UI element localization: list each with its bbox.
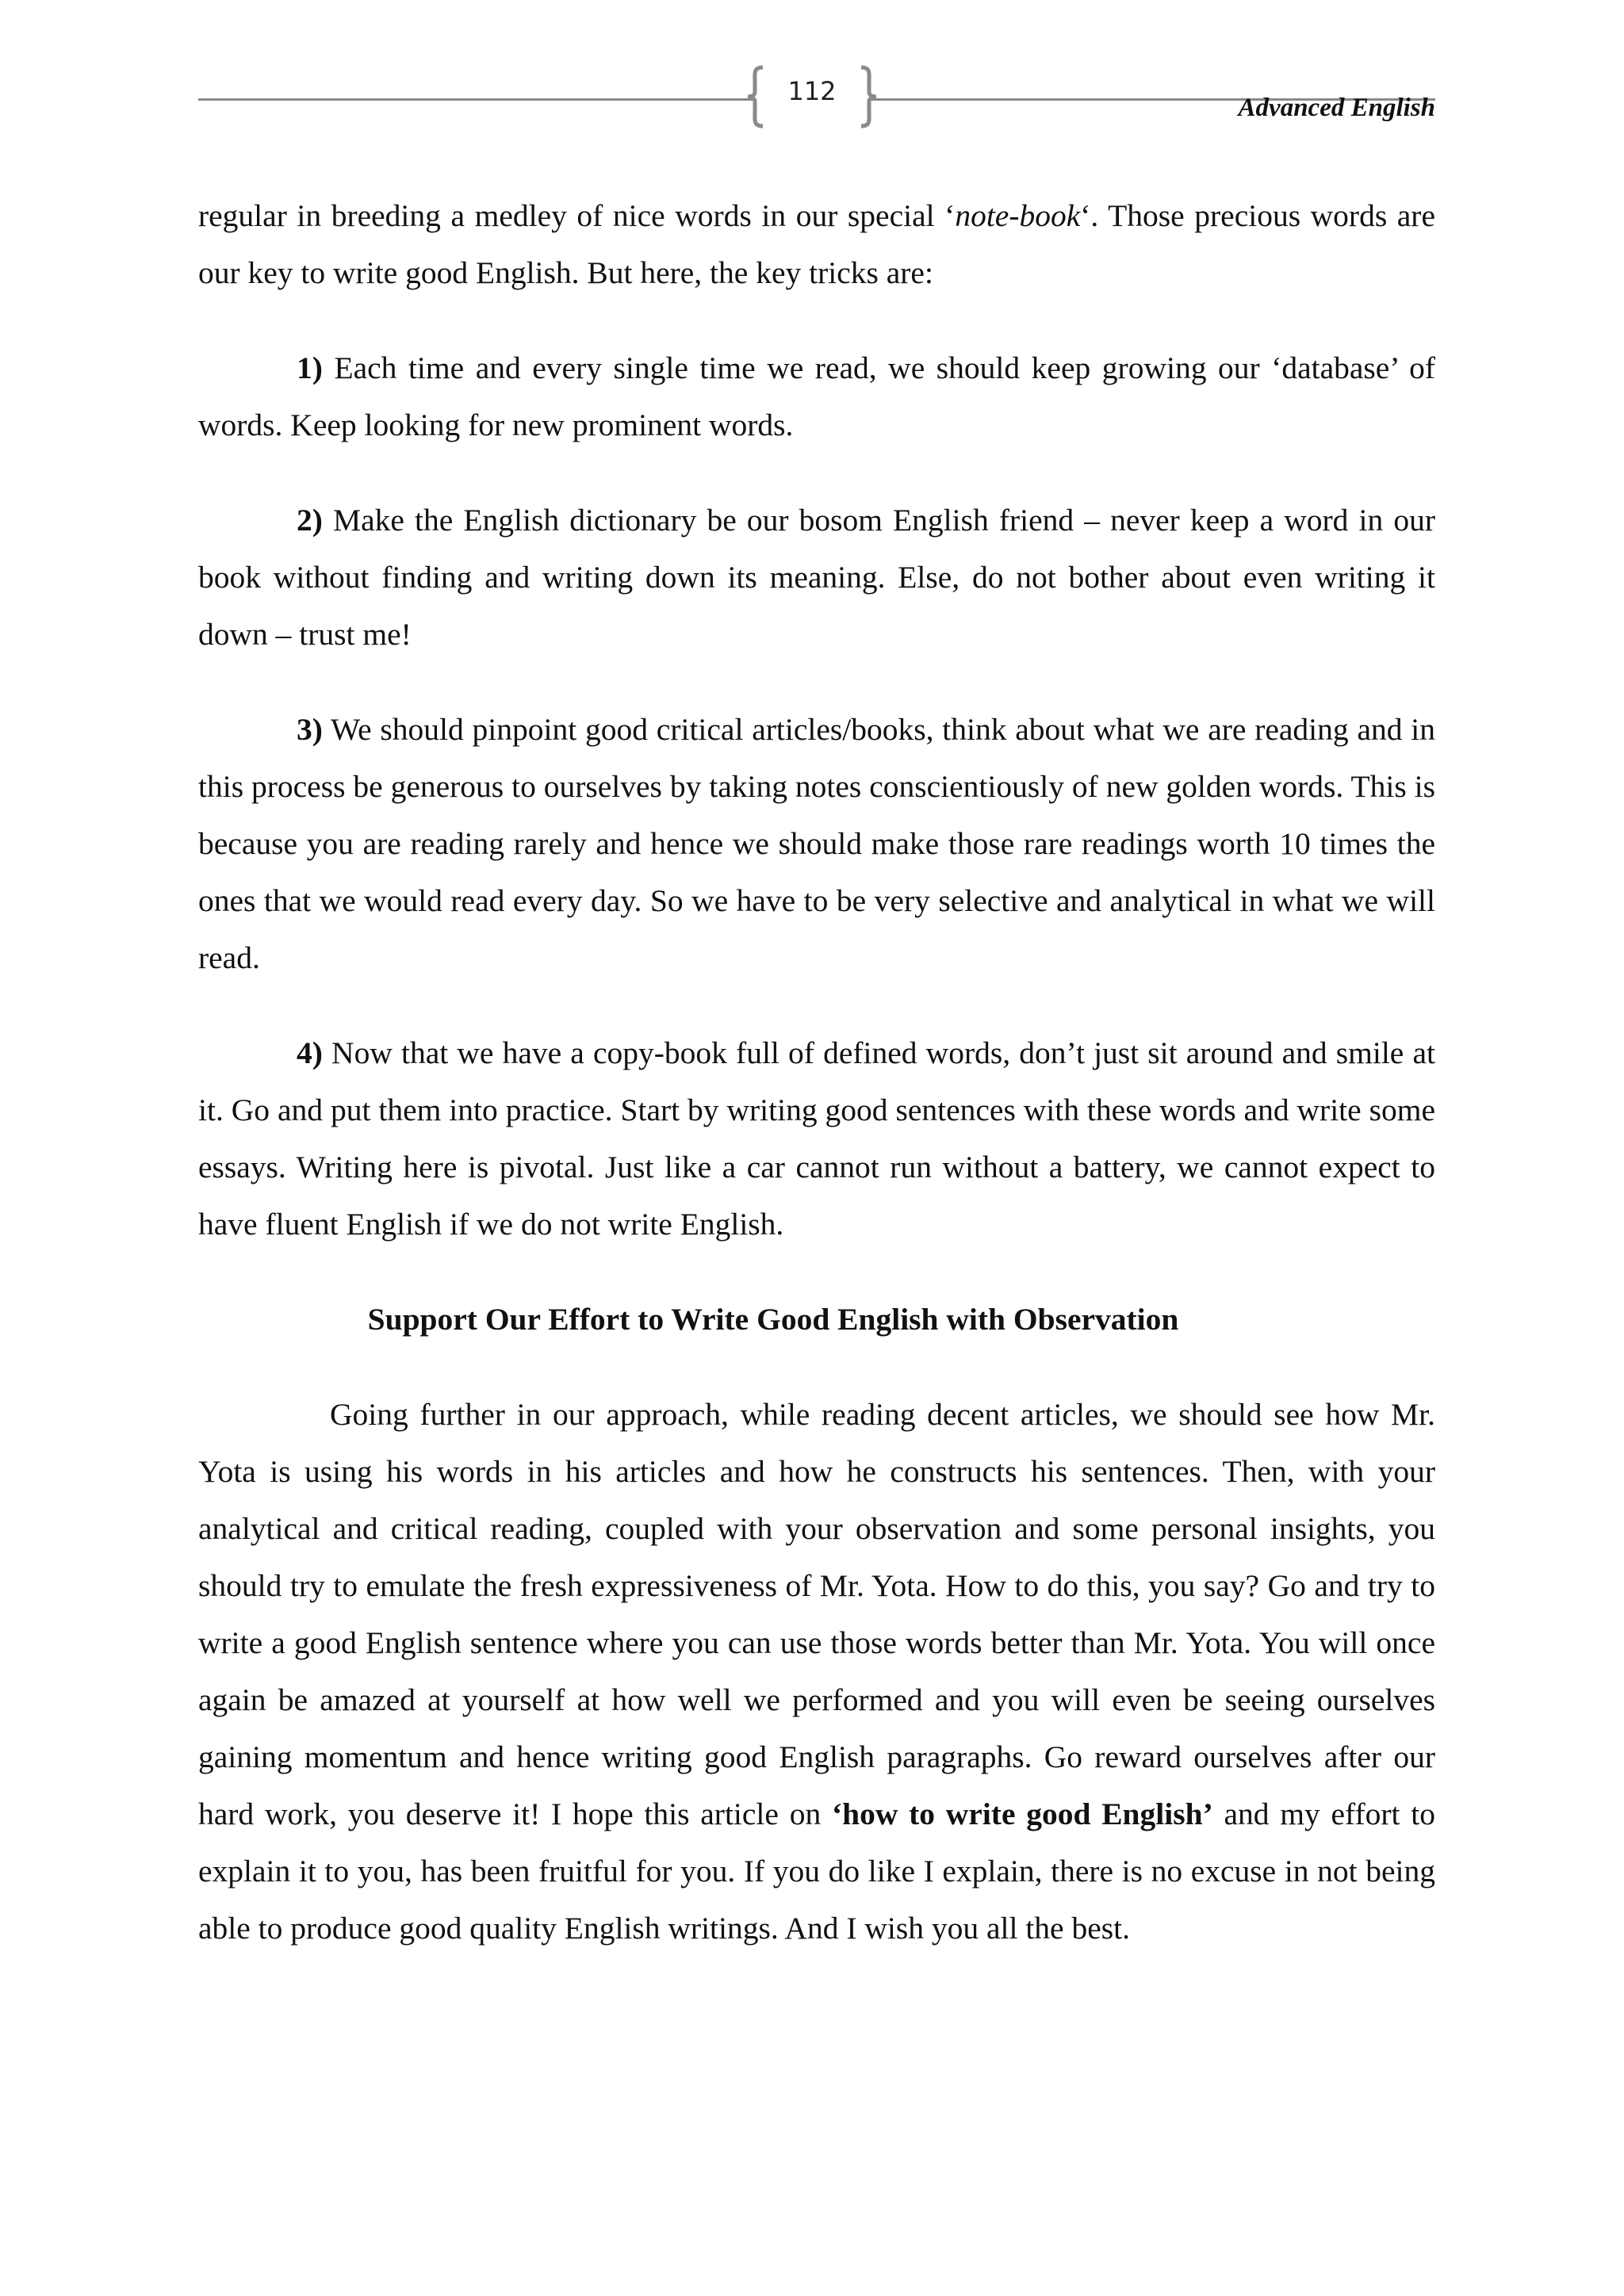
list-item-text: Now that we have a copy-book full of defined words, don’t just sit around and smile at it. Go and put them into practice. Start by writing good sentences with these words and write some essays. Writing here is pivotal. Just like a car cannot run without a battery, we cannot expect to have fluent English if we do not write English. [198,1035,1435,1242]
list-item-number: 3) [297,712,323,747]
right-bracket-icon [858,65,879,128]
list-item [198,492,1435,663]
list-item-text: Each time and every single time we read, we should keep growing our ‘database’ of words. Keep looking for new prominent words. [198,350,1435,442]
closing-text-end: and my effort to explain it to you, has been fruitful for you. If you do like I explain, there is no excuse in not being able to produce good quality English writings. And I wish you all the best. [198,1797,1435,1946]
closing-bold-phrase: ‘how to write good English’ [831,1797,1213,1831]
list-item-number: 2) [297,503,323,538]
closing-text-start: Going further in our approach, while reading decent articles, we should see how Mr. Yota is using his words in his articles and how he constructs his sentences. Then, with your analytical and critical reading, coupled with your observation and some personal insights, you should try to emulate the fresh expressiveness of Mr. Yota. How to do this, you say? Go and try to write a good English sentence where you can use those words better than Mr. Yota. You will once again be amazed at yourself at how well we performed and you will even be seeing ourselves gaining momentum and hence writing good English paragraphs. Go reward ourselves after our hard work, you deserve it! I hope this article on [198,1397,1435,1831]
list-item-text: We should pinpoint good critical articles/books, think about what we are reading and in this process be generous to ourselves by taking notes conscientiously of new golden words. This is because you are reading rarely and hence we should make those rare readings worth 10 times the ones that we would read every day. So we have to be very selective and analytical in what we will read. [198,712,1435,975]
intro-text-start: regular in breeding a medley of nice words in our special ‘ [198,198,956,233]
list-item-text: Make the English dictionary be our bosom English friend – never keep a word in our book without finding and writing down its meaning. Else, do not bother about even writing it down – trust me! [198,503,1435,652]
list-item-number: 1) [297,350,323,385]
intro-italic-term: note-book [955,198,1081,233]
list-item-number: 4) [297,1035,323,1070]
page-header [0,0,1624,143]
page-body [198,187,1435,1995]
list-item [198,1024,1435,1253]
list-item [198,339,1435,453]
intro-text-end: ‘. Those precious words are our key to write good English. But here, the key tricks are: [198,198,1435,290]
list-item [198,701,1435,986]
section-heading: Support Our Effort to Write Good English with Observation [367,1302,1179,1337]
running-title: Advanced English [1238,94,1435,122]
closing-paragraph [198,1386,1435,1957]
left-bracket-icon [745,65,766,128]
header-rule-left [198,98,753,101]
page-number: 112 [787,76,837,106]
intro-paragraph [198,187,1435,301]
